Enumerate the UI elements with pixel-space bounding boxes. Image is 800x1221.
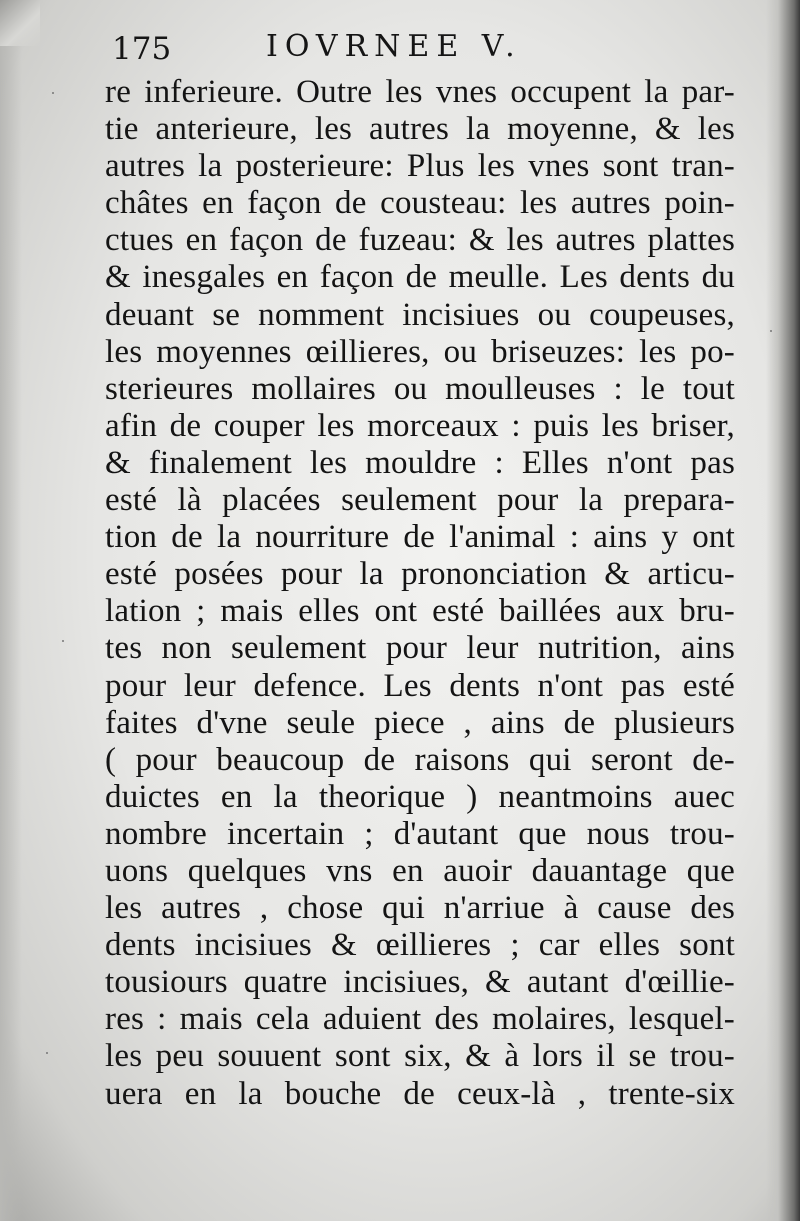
- running-head: [112, 22, 552, 68]
- text-line: sterieures mollaires ou moulleuses : le tout: [105, 370, 735, 407]
- paper-speck: [770, 330, 772, 332]
- page-number: 175: [112, 31, 172, 67]
- text-line: ctues en façon de fuzeau: & les autres plattes: [105, 222, 735, 259]
- text-line: les peu souuent sont six, & à lors il se trou-: [105, 1038, 735, 1075]
- text-line: afin de couper les morceaux : puis les briser,: [105, 407, 735, 444]
- text-line: deuant se nomment incisiues ou coupeuses,: [105, 296, 735, 333]
- text-line: tie anterieure, les autres la moyenne, & les: [105, 111, 735, 148]
- text-line: esté là placées seulement pour la prepara-: [105, 482, 735, 519]
- text-line: châtes en façon de cousteau: les autres poin-: [105, 185, 735, 222]
- text-line: uera en la bouche de ceux-là , trente-six: [105, 1075, 735, 1112]
- text-line: tes non seulement pour leur nutrition, ains: [105, 630, 735, 667]
- paper-speck: [62, 640, 64, 642]
- text-line: ( pour beaucoup de raisons qui seront de-: [105, 741, 735, 778]
- body-text: [105, 74, 735, 1113]
- text-line: esté posées pour la prononciation & articu-: [105, 556, 735, 593]
- text-line: les autres , chose qui n'arriue à cause des: [105, 890, 735, 927]
- text-line: duictes en la theorique ) neantmoins auec: [105, 778, 735, 815]
- page-corner-fold: [0, 0, 40, 46]
- running-title: IOVRNEE V.: [266, 29, 522, 64]
- text-line: & finalement les mouldre : Elles n'ont pas: [105, 444, 735, 481]
- text-line: uons quelques vns en auoir dauantage que: [105, 852, 735, 889]
- text-line: les moyennes œillieres, ou briseuzes: les po-: [105, 333, 735, 370]
- text-line: nombre incertain ; d'autant que nous trou-: [105, 815, 735, 852]
- text-line: lation ; mais elles ont esté baillées aux bru-: [105, 593, 735, 630]
- paper-speck: [46, 1052, 48, 1054]
- page-gutter-shadow: [766, 0, 800, 1221]
- text-line: re inferieure. Outre les vnes occupent la par-: [105, 74, 735, 110]
- text-line: autres la posterieure: Plus les vnes sont tran-: [105, 148, 735, 185]
- text-line: pour leur defence. Les dents n'ont pas esté: [105, 667, 735, 704]
- paper-speck: [52, 92, 54, 94]
- text-line: tion de la nourriture de l'animal : ains y ont: [105, 519, 735, 556]
- text-line: res : mais cela aduient des molaires, lesquel-: [105, 1001, 735, 1038]
- text-line: dents incisiues & œillieres ; car elles sont: [105, 927, 735, 964]
- page-left-shadow: [0, 0, 22, 1221]
- text-line: & inesgales en façon de meulle. Les dents du: [105, 259, 735, 296]
- text-line: tousiours quatre incisiues, & autant d'œillie-: [105, 964, 735, 1001]
- text-line: faites d'vne seule piece , ains de plusieurs: [105, 704, 735, 741]
